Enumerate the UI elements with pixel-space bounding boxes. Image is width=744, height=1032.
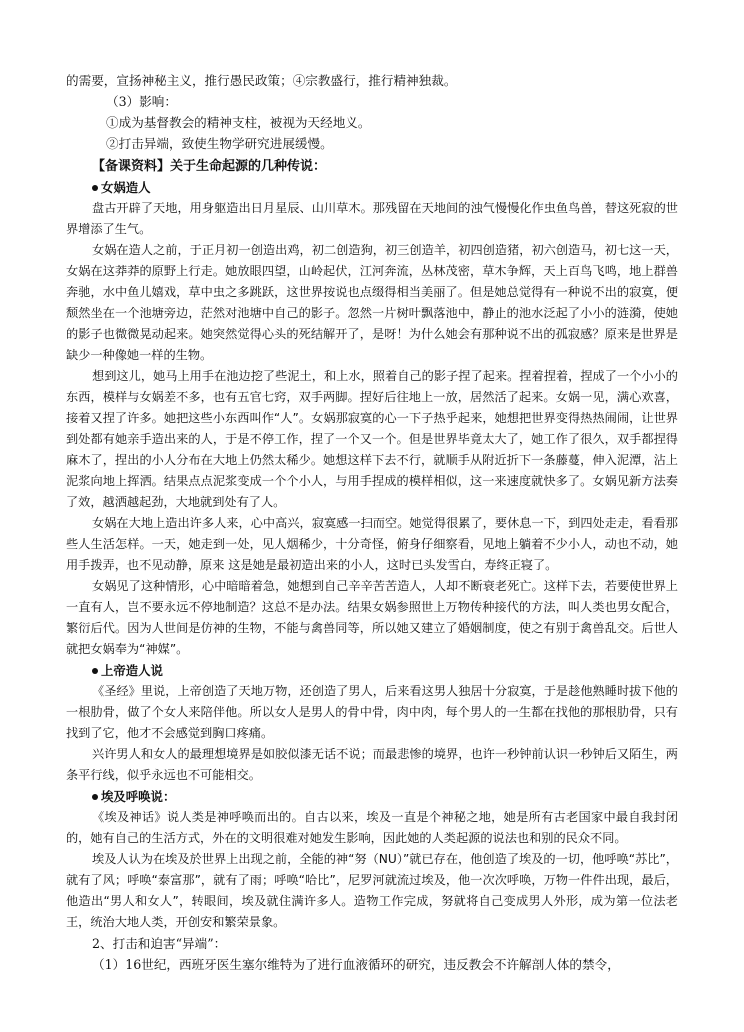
paragraph: 《埃及神话》说人类是神呼唤而出的。自古以来，埃及一直是个神秘之地，她是所有古老国家中最自我封闭的，她有自己的生活方式，外在的文明很难对她发生影响，因此她的人类起源的说法也和别的民众不同。 — [66, 810, 678, 845]
section-heading: 【备课资料】关于生命起源的几种传说： — [92, 159, 327, 174]
bullet-icon — [92, 668, 98, 674]
paragraph: 兴许男人和女人的最理想境界是如胶似漆无话不说；而最悲惨的境界，也许一秒钟前认识一秒钟后又陌生，两条平行线，似乎永远也不可能相交。 — [66, 747, 678, 782]
bullet-icon — [92, 185, 98, 191]
bullet-heading-egypt — [66, 786, 678, 807]
paragraph: 女娲见了这种情形，心中暗暗着急，她想到自己辛辛苦苦造人，人却不断衰老死亡。这样下去，若要使世界上一直有人，岂不要永远不停地制造？这总不是办法。结果女娲参照世上万物传种接代的方法，叫人类也男女配合，繁衍后代。因为人世间是仿神的生物，不能与禽兽同等，所以她又建立了婚姻制度，使之有别于禽兽乱交。后世人就把女娲奉为“神媒”。 — [66, 579, 678, 656]
paragraph: 《圣经》里说，上帝创造了天地万物，还创造了男人，后来看这男人独居十分寂寞，于是趁他熟睡时拔下他的一根肋骨，做了个女人来陪伴他。所以女人是男人的骨中骨，肉中肉，每个男人的一生都在找他的那根肋骨，只有找到了它，他才不会感觉到胸口疼痛。 — [66, 684, 678, 740]
section-heading-persecution: 2、打击和迫害“异端”： — [92, 936, 227, 951]
document-page — [66, 70, 678, 975]
bullet-label: 女娲造人 — [101, 180, 151, 195]
paragraph: 想到这儿，她马上用手在池边挖了些泥土，和上水，照着自己的影子捏了起来。捏着捏着，捏成了一个小小的东西，模样与女娲差不多，也有五官七窍，双手两脚。捏好后往地上一放，居然活了起来。女娲一见，满心欢喜，接着又捏了许多。她把这些小东西叫作“人”。女娲那寂寞的心一下子热乎起来，她想把世界变得热热闹闹，让世界到处都有她亲手造出来的人，于是不停工作，捏了一个又一个。但是世界毕竟太大了，她工作了很久，双手都捏得麻木了，捏出的小人分布在大地上仍然太稀少。她想这样下去不行，就顺手从附近折下一条藤蔓，伸入泥潭，沾上泥浆向地上挥洒。结果点点泥浆变成一个个小人，与用手捏成的模样相似，这一来速度就快多了。女娲见新方法奏了效，越洒越起劲，大地就到处有了人。 — [66, 369, 678, 509]
bullet-icon — [92, 794, 98, 800]
paragraph: 女娲在造人之前，于正月初一创造出鸡，初二创造狗，初三创造羊，初四创造猪，初六创造马，初七这一天，女娲在这莽莽的原野上行走。她放眼四望，山岭起伏，江河奔流，丛林茂密，草木争辉，天上百鸟飞鸣，地上群兽奔驰，水中鱼儿嬉戏，草中虫之多跳跃，这世界按说也点缀得相当美丽了。但是她总觉得有一种说不出的寂寞，便颓然坐在一个池塘旁边，茫然对池塘中自己的影子。忽然一片树叶飘落池中，静止的池水泛起了小小的涟漪，使她的影子也微微晃动起来。她突然觉得心头的死结解开了，是呀！为什么她会有那种说不出的孤寂感？原来是世界是缺少一种像她一样的生物。 — [66, 243, 678, 362]
paragraph — [66, 198, 678, 240]
bullet-heading-nuwa — [66, 177, 678, 198]
paragraph-text: 盘古开辟了天地，用身躯造出日月星辰、山川草木。那残留在天地间的浊气慢慢化作虫鱼鸟兽，替这死寂的世界增添了生气。 — [66, 201, 678, 236]
text-line: ②打击异端，致使生物学研究进展缓慢。 — [106, 136, 333, 151]
bullet-label: 上帝造人说 — [101, 663, 163, 678]
text-line: 的需要，宣扬神秘主义，推行愚民政策；④宗教盛行，推行精神独裁。 — [66, 73, 457, 88]
section-label-impact: （3）影响： — [106, 94, 177, 109]
bullet-heading-god — [66, 660, 678, 681]
bullet-label: 埃及呼唤说： — [101, 789, 176, 804]
text-line: ①成为基督教会的精神支柱，被视为天经地义。 — [106, 115, 371, 130]
paragraph: 埃及人认为在埃及於世界上出现之前，全能的神“努（NU）”就已存在，他创造了埃及的一切，他呼唤“苏比”，就有了风；呼唤“泰富那”，就有了雨；呼唤“哈比”，尼罗河就流过埃及，他一次次呼唤，万物一件件出现，最后，他造出“男人和女人”，转眼间，埃及就住满许多人。造物工作完成，努就将自己变成男人外形，成为第一位法老王，统治大地人类，开创安和繁荣景象。 — [66, 852, 678, 929]
paragraph: 女娲在大地上造出许多人来，心中高兴，寂寞感一扫而空。她觉得很累了，要休息一下，到四处走走，看看那些人生活怎样。一天，她走到一处，见人烟稀少，十分奇怪，俯身仔细察看，见地上躺着不少小人，动也不动，她用手拨弄，也不见动静，原来 这是她是最初造出来的小人，这时已头发雪白，寿终正寝了。 — [66, 516, 678, 572]
text-line: （1）16世纪，西班牙医生塞尔维特为了进行血液循环的研究，违反教会不许解剖人体的禁令， — [92, 957, 620, 972]
